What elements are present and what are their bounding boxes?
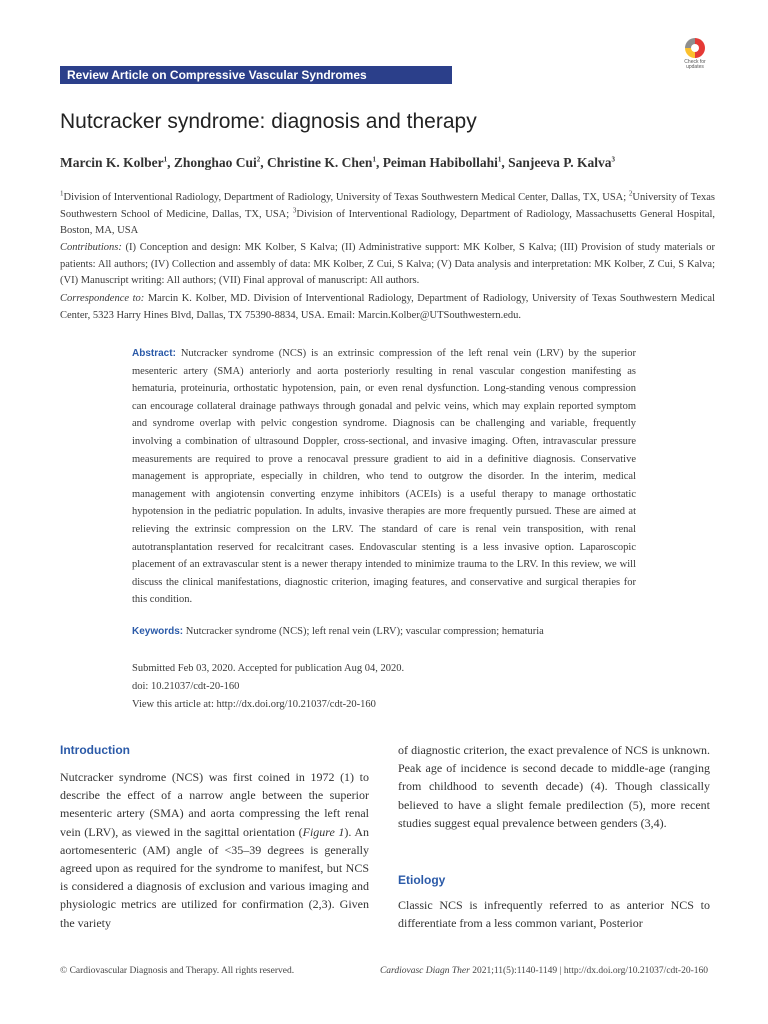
paragraph-text: Nutcracker syndrome (NCS) was first coined in 1972 (1) to describe the effect of a narrow angle between the superior mesenteric artery (SMA) and aorta compressing the left renal vein (LRV), as viewed in the sagittal orientation (	[60, 770, 369, 839]
author-separator: ,	[167, 155, 174, 170]
author-name: Marcin K. Kolber	[60, 155, 164, 170]
article-link[interactable]: View this article at: http://dx.doi.org/10.21037/cdt-20-160	[132, 699, 376, 710]
check-for-updates-icon	[685, 38, 705, 58]
introduction-paragraph-continued: of diagnostic criterion, the exact prevalence of NCS is unknown. Peak age of incidence is second decade to middle-age (ranging from childhood to seventh decade) (4). Though classically believed to have a slight female predilection (5), more recent studies suggest equal prevalence between genders (3,4).	[398, 743, 710, 830]
author-name: Christine K. Chen	[267, 155, 373, 170]
correspondence-label: Correspondence to:	[60, 293, 145, 304]
author-affiliation-mark: 3	[611, 155, 615, 164]
check-for-updates-badge[interactable]	[676, 38, 714, 72]
keywords	[132, 626, 692, 637]
article-title: Nutcracker syndrome: diagnosis and therapy	[60, 110, 477, 133]
keywords-label: Keywords:	[132, 626, 184, 637]
author-name: Sanjeeva P. Kalva	[508, 155, 612, 170]
section-heading-etiology: Etiology	[398, 873, 446, 887]
affiliation-text: Division of Interventional Radiology, Department of Radiology, University of Texas Southwestern Medical Center, Dallas, TX, USA;	[63, 192, 629, 203]
abstract-text: Nutcracker syndrome (NCS) is an extrinsic compression of the left renal vein (LRV) by the superior mesenteric artery (SMA) anteriorly and aorta posteriorly resulting in renal vascular congestion manifesting as hematuria, proteinuria, orthostatic hypotension, pain, or even renal dysfunction. Long-standing venous compression can encourage collateral drainage pathways through gonadal and pelvic veins, which may explain reported symptom and syndrome overlap with pelvic congestion syndrome. Diagnosis can be challenging and variable, frequently involving a combination of ultrasound Doppler, cross-sectional, and invasive imaging. Often, intravascular pressure measurements are required to prove a renocaval pressure gradient to aid in a definitive diagnosis. Conservative management is appropriate, especially in children, who tend to outgrow the disorder. In the interim, medical management with angiotensin converting enzyme inhibitors (ACEIs) is a useful therapy to manage orthostatic hypotension in the pediatric population. In adults, invasive therapies are more frequently pursued. These are aimed at relieving the extrinsic compression on the LRV. The standard of care is renal vein transposition, with renal autotransplantation reserved for recalcitrant cases. Endovascular stenting is a less invasive option. Laparoscopic placement of an extravascular stent is a newer therapy intended to minimize trauma to the LRV. In this review, we will discuss the clinical manifestations, diagnostic criterion, imaging features, and conservative and surgical therapies for this condition.	[132, 348, 636, 606]
contributions	[60, 240, 715, 290]
affiliation-text: Division of Interventional Radiology, Department of Radiology, Massachusetts General Hospital, Boston, MA, USA	[60, 208, 715, 236]
article-metadata	[132, 660, 404, 714]
author-affiliation-mark: 1	[163, 155, 168, 164]
abstract	[132, 345, 636, 609]
correspondence-text: Marcin K. Kolber, MD. Division of Interventional Radiology, Department of Radiology, University of Texas Southwestern Medical Center, 5323 Harry Hines Blvd, Dallas, TX 75390-8834, USA. Email: Marcin.Kolber@UTSouthwestern.edu.	[60, 293, 715, 321]
author-separator: ,	[501, 155, 509, 170]
article-type-banner: Review Article on Compressive Vascular Syndromes	[60, 66, 452, 84]
paragraph-text: ). An aortomesenteric (AM) angle of <35–39 degrees is generally agreed upon as required for the syndrome to manifest, but NCS is considered a diagnosis of exclusion and various imaging and physiologic metrics are utilized for confirmation (2,3). Given the variety	[60, 824, 370, 930]
submission-dates: Submitted Feb 03, 2020. Accepted for publication Aug 04, 2020.	[132, 663, 405, 674]
correspondence	[60, 291, 715, 324]
citation-text: 2021;11(5):1140-1149 | http://dx.doi.org/10.21037/cdt-20-160	[469, 966, 708, 976]
author-separator: ,	[260, 155, 268, 170]
keywords-text: Nutcracker syndrome (NCS); left renal vein (LRV); vascular compression; hematuria	[183, 626, 544, 637]
contributions-text: (I) Conception and design: MK Kolber, S Kalva; (II) Administrative support: MK Kolber, S Kalva; (III) Provision of study materials or patients: All authors; (IV) Collection and assembly of data: MK Kolber, Z Cui, S Kalva; (V) Data analysis and interpretation: MK Kolber, Z Cui, S Kalva; (VI) Manuscript writing: All authors; (VII) Final approval of manuscript: All authors.	[60, 242, 715, 286]
check-for-updates-label: Check for updates	[684, 59, 706, 70]
affiliation-mark: 3	[292, 206, 297, 214]
doi[interactable]: doi: 10.21037/cdt-20-160	[132, 681, 240, 692]
author-name: Zhonghao Cui	[173, 155, 257, 170]
affiliation-mark: 1	[60, 189, 64, 198]
journal-name: Cardiovasc Diagn Ther	[379, 966, 470, 976]
author-list	[60, 155, 720, 171]
affiliation-mark: 2	[628, 189, 633, 198]
affiliations	[60, 190, 715, 240]
author-name: Peiman Habibollahi	[382, 155, 498, 170]
contributions-label: Contributions:	[60, 242, 122, 253]
abstract-label: Abstract:	[132, 348, 176, 359]
copyright-notice: © Cardiovascular Diagnosis and Therapy. All rights reserved.	[60, 966, 295, 976]
author-affiliation-mark: 1	[497, 155, 502, 164]
author-affiliation-mark: 1	[372, 155, 376, 164]
affiliation-text: University of Texas Southwestern School of Medicine, Dallas, TX, USA;	[60, 192, 715, 220]
author-affiliation-mark: 2	[256, 155, 261, 164]
introduction-paragraph	[60, 768, 369, 932]
author-separator: ,	[375, 155, 383, 170]
figure-reference[interactable]: Figure 1	[302, 824, 345, 839]
section-heading-introduction: Introduction	[60, 743, 130, 757]
etiology-paragraph: Classic NCS is infrequently referred to as anterior NCS to differentiate from a less common variant, Posterior	[398, 898, 710, 931]
journal-citation	[380, 966, 708, 976]
